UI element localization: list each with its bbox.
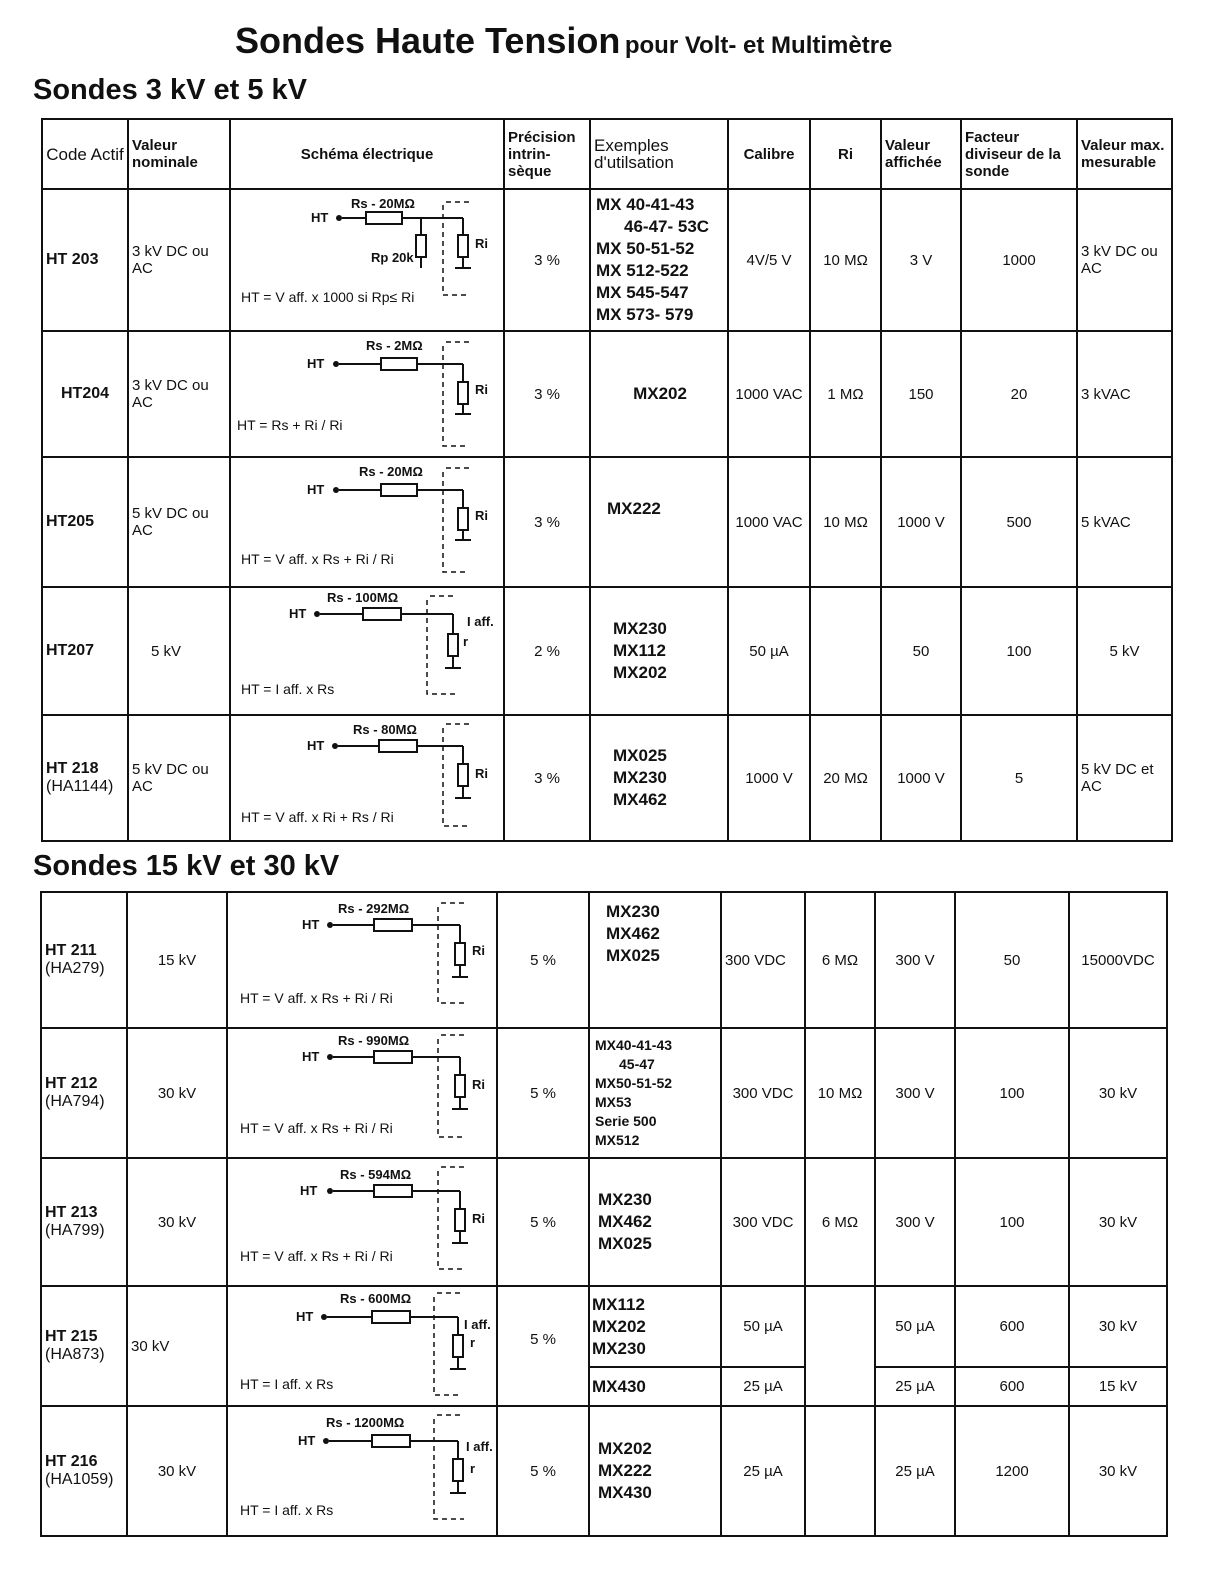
affichee-cell: 1000 V bbox=[881, 457, 961, 587]
ht-label: HT bbox=[289, 606, 307, 621]
max-cell: 30 kV bbox=[1069, 1286, 1167, 1367]
example-item: MX230 bbox=[592, 1338, 646, 1358]
table-row bbox=[42, 715, 1172, 841]
calibre-cell: 4V/5 V bbox=[728, 189, 810, 331]
examples-cell: MX202 bbox=[590, 331, 728, 457]
table-row bbox=[42, 587, 1172, 715]
precision-cell: 3 % bbox=[504, 189, 590, 331]
formula: HT = V aff. x Ri + Rs / Ri bbox=[241, 809, 394, 825]
example-item: MX462 bbox=[606, 924, 660, 943]
schematic-diagram bbox=[228, 1407, 497, 1535]
nominal-cell: 15 kV bbox=[127, 892, 227, 1028]
precision-cell: 3 % bbox=[504, 715, 590, 841]
affichee-cell: 50 µA bbox=[875, 1286, 955, 1367]
schematic-cell bbox=[230, 715, 504, 841]
ri-label: Ri bbox=[475, 508, 488, 523]
formula: HT = Rs + Ri / Ri bbox=[237, 417, 343, 433]
affichee-cell: 300 V bbox=[875, 892, 955, 1028]
schematic-diagram bbox=[228, 1159, 497, 1285]
formula: HT = V aff. x Rs + Ri / Ri bbox=[240, 1120, 393, 1136]
calibre-cell: 25 µA bbox=[721, 1367, 805, 1406]
ri-label: Ri bbox=[472, 1077, 485, 1092]
code-subtext: (HA794) bbox=[45, 1093, 105, 1110]
code-cell: HT205 bbox=[42, 457, 128, 587]
calibre-cell: 1000 VAC bbox=[728, 331, 810, 457]
resistor-rp bbox=[416, 235, 426, 257]
table-row bbox=[42, 331, 1172, 457]
ri-label: Ri bbox=[472, 1211, 485, 1226]
example-item: MX 40-41-43 bbox=[596, 195, 695, 214]
resistor-r bbox=[448, 634, 458, 656]
page-title bbox=[235, 20, 892, 62]
precision-cell: 3 % bbox=[504, 331, 590, 457]
ht-label: HT bbox=[307, 356, 325, 371]
example-item: MX462 bbox=[613, 790, 667, 809]
nominal-cell: 30 kV bbox=[127, 1158, 227, 1286]
example-item: MX230 bbox=[598, 1190, 652, 1209]
examples-cell bbox=[589, 1286, 721, 1367]
code-cell: HT204 bbox=[42, 331, 128, 457]
formula: HT = I aff. x Rs bbox=[240, 1502, 334, 1518]
schematic-cell bbox=[227, 1406, 497, 1536]
example-item: MX 50-51-52 bbox=[596, 239, 695, 258]
table-row bbox=[41, 1028, 1167, 1158]
max-cell: 5 kVAC bbox=[1077, 457, 1172, 587]
ri-label: Ri bbox=[475, 382, 488, 397]
example-item: MX222 bbox=[598, 1461, 652, 1480]
rp-label: Rp 20k bbox=[371, 250, 414, 265]
table-row bbox=[42, 457, 1172, 587]
max-cell: 30 kV bbox=[1069, 1158, 1167, 1286]
resistor-rs bbox=[374, 919, 412, 931]
nominal-cell: 30 kV bbox=[127, 1028, 227, 1158]
resistor-rs bbox=[381, 484, 417, 496]
schematic-diagram bbox=[228, 893, 497, 1027]
schematic-cell bbox=[227, 892, 497, 1028]
nominal-cell: 30 kV bbox=[127, 1406, 227, 1536]
header-ri: Ri bbox=[810, 119, 881, 189]
nominal-cell: 30 kV bbox=[127, 1286, 227, 1406]
max-cell: 5 kV DC et AC bbox=[1077, 715, 1172, 841]
code-text: HT 212 bbox=[45, 1075, 98, 1092]
title-sub: pour Volt- et Multimètre bbox=[624, 32, 893, 59]
schematic-cell bbox=[227, 1286, 497, 1406]
precision-cell: 5 % bbox=[497, 1158, 589, 1286]
examples-cell bbox=[589, 1406, 721, 1536]
ri-cell: 20 MΩ bbox=[810, 715, 881, 841]
rs-label: Rs - 20MΩ bbox=[359, 464, 423, 479]
schematic-cell bbox=[227, 1158, 497, 1286]
facteur-cell: 500 bbox=[961, 457, 1077, 587]
max-cell: 15 kV bbox=[1069, 1367, 1167, 1406]
title-main: Sondes Haute Tension bbox=[235, 20, 621, 61]
nominal-cell: 5 kV bbox=[128, 587, 230, 715]
max-cell: 3 kV DC ou AC bbox=[1077, 189, 1172, 331]
ht-label: HT bbox=[307, 738, 325, 753]
facteur-cell: 1200 bbox=[955, 1406, 1069, 1536]
header-facteur: Facteur diviseur de la sonde bbox=[961, 119, 1077, 189]
schematic-cell bbox=[230, 189, 504, 331]
ri-cell: 6 MΩ bbox=[805, 892, 875, 1028]
affichee-cell: 25 µA bbox=[875, 1367, 955, 1406]
precision-cell: 5 % bbox=[497, 892, 589, 1028]
code-subtext: (HA1059) bbox=[45, 1471, 114, 1488]
calibre-cell: 50 µA bbox=[721, 1286, 805, 1367]
ht-label: HT bbox=[307, 482, 325, 497]
examples-cell bbox=[589, 1028, 721, 1158]
affichee-cell: 300 V bbox=[875, 1158, 955, 1286]
precision-cell: 3 % bbox=[504, 457, 590, 587]
rs-label: Rs - 990MΩ bbox=[338, 1033, 410, 1048]
example-item: MX430 bbox=[598, 1483, 652, 1502]
examples-cell bbox=[589, 892, 721, 1028]
code-text: HT 213 bbox=[45, 1204, 98, 1221]
precision-cell: 5 % bbox=[497, 1028, 589, 1158]
ri-cell bbox=[805, 1406, 875, 1536]
examples-cell bbox=[590, 587, 728, 715]
nominal-cell: 3 kV DC ou AC bbox=[128, 331, 230, 457]
example-item: MX025 bbox=[598, 1234, 652, 1253]
resistor-rs bbox=[374, 1051, 412, 1063]
example-item: Serie 500 bbox=[595, 1113, 657, 1129]
formula: HT = V aff. x 1000 si Rp≤ Ri bbox=[241, 289, 415, 305]
header-affichee: Valeur affichée bbox=[881, 119, 961, 189]
facteur-cell: 100 bbox=[955, 1158, 1069, 1286]
rs-label: Rs - 292MΩ bbox=[338, 901, 410, 916]
calibre-cell: 300 VDC bbox=[721, 1158, 805, 1286]
iaff-label: I aff. bbox=[464, 1317, 491, 1332]
example-item: MX230 bbox=[606, 902, 660, 921]
ri-cell: 10 MΩ bbox=[810, 457, 881, 587]
example-item: MX230 bbox=[613, 619, 667, 638]
ht-label: HT bbox=[300, 1183, 318, 1198]
resistor-ri bbox=[458, 508, 468, 530]
resistor-ri bbox=[458, 382, 468, 404]
rs-label: Rs - 80MΩ bbox=[353, 722, 417, 737]
ri-cell bbox=[805, 1286, 875, 1406]
ht-label: HT bbox=[302, 1049, 320, 1064]
rs-label: Rs - 600MΩ bbox=[340, 1291, 412, 1306]
code-cell bbox=[41, 1028, 127, 1158]
formula: HT = V aff. x Rs + Ri / Ri bbox=[240, 990, 393, 1006]
affichee-cell: 150 bbox=[881, 331, 961, 457]
code-subtext: (HA279) bbox=[45, 960, 105, 977]
example-item: MX112 bbox=[592, 1294, 645, 1314]
schematic-diagram bbox=[231, 716, 504, 840]
resistor-rs bbox=[372, 1435, 410, 1447]
formula: HT = I aff. x Rs bbox=[240, 1376, 334, 1392]
rs-label: Rs - 594MΩ bbox=[340, 1167, 412, 1182]
calibre-cell: 1000 VAC bbox=[728, 457, 810, 587]
code-cell bbox=[41, 1286, 127, 1406]
example-item: MX50-51-52 bbox=[595, 1075, 673, 1091]
resistor-r bbox=[453, 1459, 463, 1481]
schematic-cell bbox=[230, 331, 504, 457]
ri-label: Ri bbox=[472, 943, 485, 958]
nominal-cell: 5 kV DC ou AC bbox=[128, 715, 230, 841]
example-item: MX 512-522 bbox=[596, 261, 689, 280]
iaff-label: I aff. bbox=[466, 1439, 493, 1454]
ri-cell: 10 MΩ bbox=[810, 189, 881, 331]
header-max: Valeur max. mesurable bbox=[1077, 119, 1172, 189]
schematic-diagram bbox=[228, 1287, 497, 1405]
table-row bbox=[41, 1158, 1167, 1286]
ri-cell: 6 MΩ bbox=[805, 1158, 875, 1286]
table-row bbox=[42, 189, 1172, 331]
ri-label: Ri bbox=[475, 766, 488, 781]
schematic-diagram bbox=[231, 190, 504, 330]
resistor-ri bbox=[455, 943, 465, 965]
table-15-30kv bbox=[40, 891, 1168, 1537]
example-item: MX202 bbox=[598, 1439, 652, 1458]
schematic-diagram bbox=[231, 588, 504, 714]
max-cell: 3 kVAC bbox=[1077, 331, 1172, 457]
affichee-cell: 1000 V bbox=[881, 715, 961, 841]
code-cell bbox=[42, 715, 128, 841]
r-label: r bbox=[463, 634, 469, 649]
schematic-diagram bbox=[231, 332, 504, 456]
nominal-cell: 5 kV DC ou AC bbox=[128, 457, 230, 587]
examples-cell bbox=[590, 715, 728, 841]
rs-label: Rs - 2MΩ bbox=[366, 338, 423, 353]
example-item: MX512 bbox=[595, 1132, 640, 1148]
example-item: MX025 bbox=[606, 946, 660, 965]
code-text: HT 216 bbox=[45, 1453, 98, 1470]
example-item: MX202 bbox=[592, 1316, 646, 1336]
facteur-cell: 600 bbox=[955, 1286, 1069, 1367]
code-text: HT 211 bbox=[45, 942, 97, 959]
ht-label: HT bbox=[296, 1309, 314, 1324]
code-text: HT 203 bbox=[46, 251, 99, 268]
examples-cell: MX222 bbox=[590, 457, 728, 587]
ri-cell: 1 MΩ bbox=[810, 331, 881, 457]
precision-cell: 2 % bbox=[504, 587, 590, 715]
resistor-ri bbox=[455, 1075, 465, 1097]
examples-cell bbox=[589, 1158, 721, 1286]
ht-label: HT bbox=[311, 210, 329, 225]
schematic-cell bbox=[227, 1028, 497, 1158]
examples-cell: MX430 bbox=[589, 1367, 721, 1406]
calibre-cell: 25 µA bbox=[721, 1406, 805, 1536]
example-item: MX025 bbox=[613, 746, 667, 765]
code-cell bbox=[41, 1406, 127, 1536]
header-precision: Précision intrin-sèque bbox=[504, 119, 590, 189]
ri-label: Ri bbox=[475, 236, 488, 251]
header-calibre: Calibre bbox=[728, 119, 810, 189]
header-examples: Exemples d'utilsation bbox=[590, 119, 728, 189]
code-cell bbox=[41, 1158, 127, 1286]
nominal-cell: 3 kV DC ou AC bbox=[128, 189, 230, 331]
resistor-rs bbox=[379, 740, 417, 752]
example-item: MX230 bbox=[613, 768, 667, 787]
affichee-cell: 300 V bbox=[875, 1028, 955, 1158]
resistor-ri bbox=[458, 235, 468, 257]
rs-label: Rs - 20MΩ bbox=[351, 196, 415, 211]
header-code: Code Actif bbox=[42, 119, 128, 189]
table-row bbox=[41, 1286, 1167, 1367]
example-item: 45-47 bbox=[619, 1056, 655, 1072]
example-item: MX462 bbox=[598, 1212, 652, 1231]
facteur-cell: 600 bbox=[955, 1367, 1069, 1406]
code-subtext: (HA1144) bbox=[46, 778, 114, 795]
schematic-diagram bbox=[228, 1029, 497, 1157]
code-cell: HT207 bbox=[42, 587, 128, 715]
resistor-r bbox=[453, 1335, 463, 1357]
facteur-cell: 1000 bbox=[961, 189, 1077, 331]
max-cell: 15000VDC bbox=[1069, 892, 1167, 1028]
example-item: MX112 bbox=[613, 641, 666, 660]
example-item: MX 573- 579 bbox=[596, 305, 694, 324]
iaff-label: I aff. bbox=[467, 614, 494, 629]
facteur-cell: 20 bbox=[961, 331, 1077, 457]
schematic-diagram bbox=[231, 458, 504, 586]
example-item: MX40-41-43 bbox=[595, 1037, 673, 1053]
rs-label: Rs - 1200MΩ bbox=[326, 1415, 405, 1430]
table-header-row bbox=[42, 119, 1172, 189]
calibre-cell: 50 µA bbox=[728, 587, 810, 715]
examples-cell bbox=[590, 189, 728, 331]
facteur-cell: 50 bbox=[955, 892, 1069, 1028]
formula: HT = V aff. x Rs + Ri / Ri bbox=[241, 551, 394, 567]
max-cell: 30 kV bbox=[1069, 1406, 1167, 1536]
calibre-cell: 300 VDC bbox=[721, 1028, 805, 1158]
formula: HT = I aff. x Rs bbox=[241, 681, 335, 697]
example-item: MX 545-547 bbox=[596, 283, 689, 302]
resistor-ri bbox=[458, 764, 468, 786]
ri-cell bbox=[810, 587, 881, 715]
max-cell: 5 kV bbox=[1077, 587, 1172, 715]
section-heading-1: Sondes 3 kV et 5 kV bbox=[33, 74, 308, 106]
resistor-rs bbox=[381, 358, 417, 370]
example-item: MX53 bbox=[595, 1094, 632, 1110]
table-3-5kv bbox=[41, 118, 1173, 842]
ht-label: HT bbox=[298, 1433, 316, 1448]
calibre-cell: 1000 V bbox=[728, 715, 810, 841]
code-cell bbox=[41, 892, 127, 1028]
code-text: HT 218 bbox=[46, 760, 99, 777]
code-text: HT 215 bbox=[45, 1328, 98, 1345]
resistor-rs bbox=[363, 608, 401, 620]
precision-cell: 5 % bbox=[497, 1286, 589, 1406]
max-cell: 30 kV bbox=[1069, 1028, 1167, 1158]
affichee-cell: 3 V bbox=[881, 189, 961, 331]
precision-cell: 5 % bbox=[497, 1406, 589, 1536]
r-label: r bbox=[470, 1335, 476, 1350]
ht-label: HT bbox=[302, 917, 320, 932]
example-item: 46-47- 53C bbox=[624, 217, 710, 236]
schematic-cell bbox=[230, 457, 504, 587]
resistor-rs bbox=[366, 212, 402, 224]
facteur-cell: 5 bbox=[961, 715, 1077, 841]
example-item: MX202 bbox=[613, 663, 667, 682]
rs-label: Rs - 100MΩ bbox=[327, 590, 399, 605]
formula: HT = V aff. x Rs + Ri / Ri bbox=[240, 1248, 393, 1264]
table-row bbox=[41, 892, 1167, 1028]
facteur-cell: 100 bbox=[961, 587, 1077, 715]
header-nominal: Valeur nominale bbox=[128, 119, 230, 189]
schematic-cell bbox=[230, 587, 504, 715]
header-schema: Schéma électrique bbox=[230, 119, 504, 189]
code-subtext: (HA799) bbox=[45, 1222, 105, 1239]
resistor-rs bbox=[372, 1311, 410, 1323]
resistor-ri bbox=[455, 1209, 465, 1231]
code-subtext: (HA873) bbox=[45, 1346, 105, 1363]
facteur-cell: 100 bbox=[955, 1028, 1069, 1158]
code-cell bbox=[42, 189, 128, 331]
ri-cell: 10 MΩ bbox=[805, 1028, 875, 1158]
r-label: r bbox=[470, 1461, 476, 1476]
resistor-rs bbox=[374, 1185, 412, 1197]
calibre-cell: 300 VDC bbox=[721, 892, 805, 1028]
section-heading-2: Sondes 15 kV et 30 kV bbox=[33, 850, 340, 882]
table-row bbox=[41, 1406, 1167, 1536]
affichee-cell: 50 bbox=[881, 587, 961, 715]
affichee-cell: 25 µA bbox=[875, 1406, 955, 1536]
